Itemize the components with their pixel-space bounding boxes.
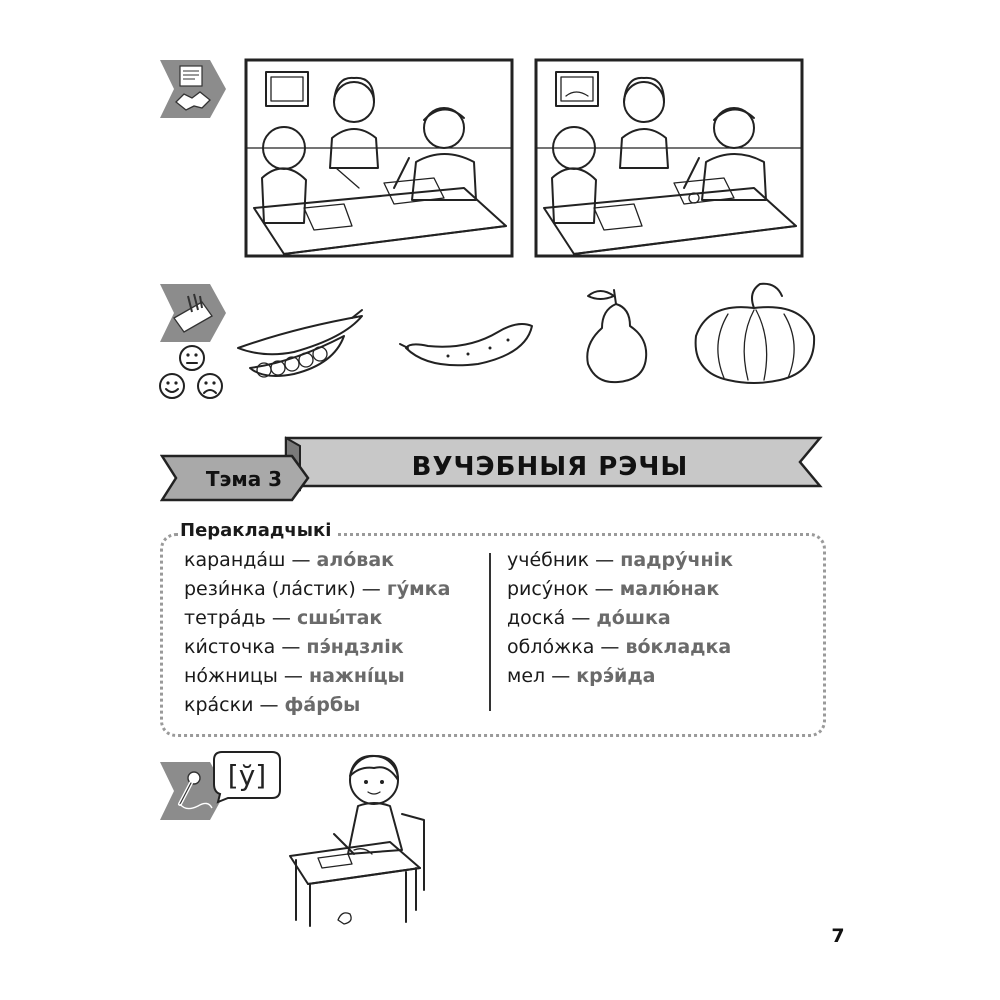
entry-dash: — [281,636,301,658]
russian-word: каранда́ш [184,549,286,571]
russian-word: обло́жка [507,636,595,658]
entry-dash: — [259,694,279,716]
theme-label: Тэма 3 [205,467,283,491]
page-number: 7 [831,925,845,947]
vocabulary-entry [184,691,450,720]
vocabulary-entry [507,546,733,575]
cucumber-illustration [398,318,536,384]
russian-word: но́жницы [184,665,278,687]
entry-dash: — [283,665,303,687]
classroom-picture-left [244,58,514,258]
vocabulary-entry [184,604,450,633]
vocabulary-entry [184,662,450,691]
pea-pod-illustration [234,308,366,382]
belarusian-word: малю́нак [619,578,720,600]
entry-dash: — [291,549,311,571]
russian-word: мел [507,665,546,687]
classroom-picture-right [534,58,804,258]
pencil-box-task-icon [158,282,228,344]
vocabulary-divider [489,553,491,711]
vocabulary-entry [184,546,450,575]
entry-dash: — [571,607,591,629]
boy-at-desk-illustration [278,750,434,928]
neutral-face-icon [178,344,206,372]
belarusian-word: гу́мка [386,578,451,600]
pear-illustration [578,282,654,386]
belarusian-word: во́кладка [625,636,732,658]
russian-word: ки́сточка [184,636,276,658]
belarusian-word: нажні́цы [308,665,405,687]
russian-word: доска́ [507,607,566,629]
vocabulary-entry [507,662,733,691]
belarusian-word: крэ́йда [576,665,656,687]
russian-word: тетра́дь [184,607,266,629]
entry-dash: — [594,578,614,600]
vocabulary-entry [184,575,450,604]
russian-word: рези́нка (ла́стик) [184,578,356,600]
vocabulary-entry [184,633,450,662]
vocabulary-entry [507,604,733,633]
vocabulary-entry [507,575,733,604]
theme-title: ВУЧЭБНЫЯ РЭЧЫ [411,452,689,482]
vocabulary-entry [507,633,733,662]
entry-dash: — [551,665,571,687]
belarusian-word: до́шка [596,607,671,629]
belarusian-word: сшы́так [296,607,383,629]
phoneme-symbol: [ў] [227,758,267,792]
belarusian-word: падру́чнік [620,549,734,571]
vocabulary-heading: Перакладчыкі [178,520,337,541]
vocabulary-left-column [184,546,450,720]
vocabulary-right-column [507,546,733,691]
handshake-task-icon [158,58,228,120]
entry-dash: — [600,636,620,658]
sad-face-icon [196,372,224,400]
pumpkin-illustration [688,280,822,386]
russian-word: уче́бник [507,549,590,571]
entry-dash: — [361,578,381,600]
entry-dash: — [595,549,615,571]
belarusian-word: фа́рбы [284,694,361,716]
russian-word: рису́нок [507,578,589,600]
russian-word: кра́ски [184,694,254,716]
belarusian-word: пэ́ндзлік [306,636,404,658]
happy-face-icon [158,372,186,400]
belarusian-word: ало́вак [316,549,395,571]
entry-dash: — [271,607,291,629]
